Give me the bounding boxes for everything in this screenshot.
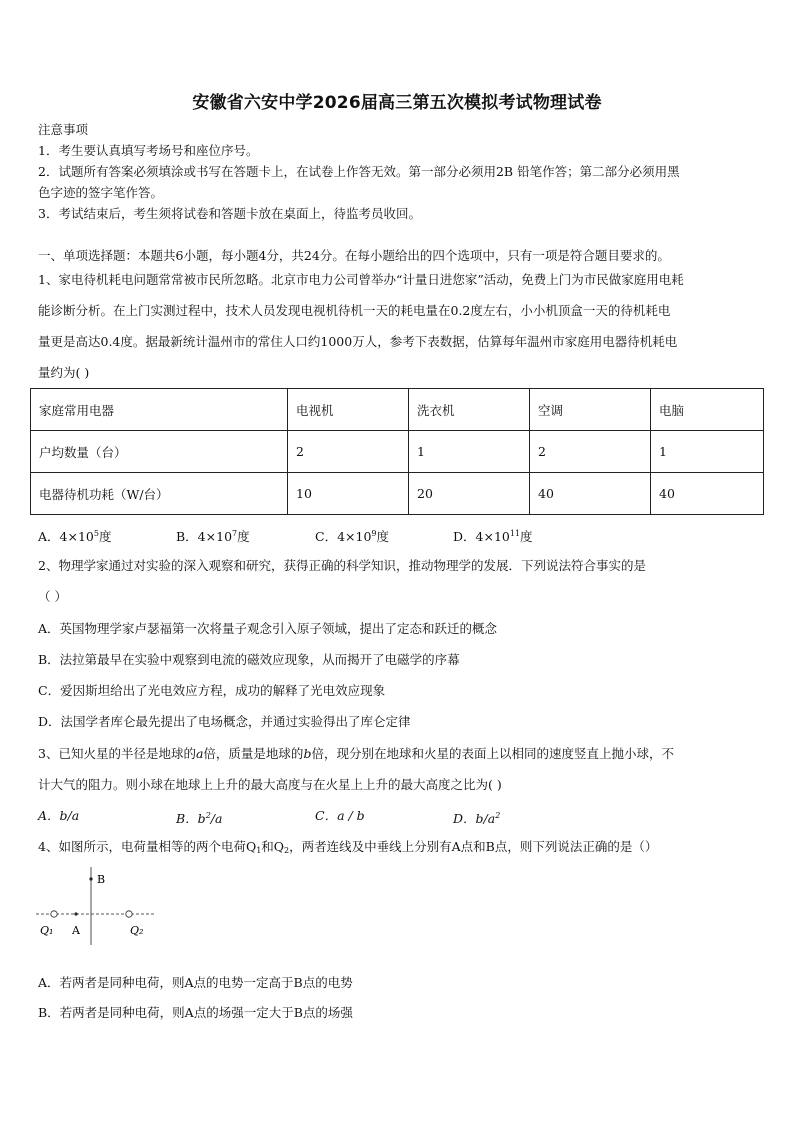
- point-a: [74, 912, 77, 915]
- q2-option-a: A．英国物理学家卢瑟福第一次将量子观念引入原子领域，提出了定态和跃迁的概念: [38, 621, 498, 636]
- q2-line-1: 2、物理学家通过对实验的深入观察和研究，获得正确的科学知识，推动物理学的发展．下列说法符合事实的是: [38, 558, 646, 573]
- label-b: B: [97, 873, 106, 886]
- appliance-table: [30, 388, 764, 515]
- table-row: [31, 473, 764, 515]
- q1-option-a: A．$4\times 10^5$度: [38, 529, 112, 544]
- q4-line-1: 4、如图所示，电荷量相等的两个电荷$Q_1$和$Q_2$，两者连线及中垂线上分别有A点和B点，则下列说法正确的是（）: [38, 839, 658, 855]
- table-cell: 1: [651, 431, 764, 473]
- q2-line-2: （ ）: [38, 589, 67, 604]
- notes-item-1: 1．考生要认真填写考场号和座位序号。: [38, 143, 259, 158]
- q3-line-2: 计大气的阻力。则小球在地球上上升的最大高度与在火星上上升的最大高度之比为( ): [38, 777, 502, 792]
- q4-option-a: A．若两者是同种电荷，则A点的电势一定高于B点的电势: [38, 975, 353, 990]
- table-cell: 户均数量（台）: [31, 431, 288, 473]
- table-header-cell: 家庭常用电器: [31, 389, 288, 431]
- q3-option-c: C．a / b: [315, 808, 365, 823]
- table-cell: 1: [409, 431, 530, 473]
- section-heading: 一、单项选择题：本题共6小题，每小题4分，共24分。在每小题给出的四个选项中，只有一项是符合题目要求的。: [38, 248, 670, 263]
- q3-option-a: A．b/a: [38, 808, 80, 823]
- q4-option-b: B．若两者是同种电荷，则A点的场强一定大于B点的场强: [38, 1005, 353, 1020]
- q1-line-4: 量约为( ): [38, 365, 90, 380]
- table-header-row: [31, 389, 764, 431]
- q3-option-d: D．$b/a^2$: [453, 811, 501, 826]
- table-header-cell: 电脑: [651, 389, 764, 431]
- q1-line-1: 1、家电待机耗电问题常常被市民所忽略。北京市电力公司曾举办“计量日进您家”活动，免费上门为市民做家庭用电耗: [38, 272, 684, 287]
- table-cell: 2: [288, 431, 409, 473]
- q1-line-3: 量更是高达0.4度。据最新统计温州市的常住人口约1000万人，参考下表数据，估算每年温州市家庭用电器待机耗电: [38, 334, 678, 349]
- q1-line-2: 能诊断分析。在上门实测过程中，技术人员发现电视机待机一天的耗电量在0.2度左右，小小机顶盒一天的待机耗电: [38, 303, 671, 318]
- exam-title: 安徽省六安中学2026届高三第五次模拟考试物理试卷: [192, 93, 602, 113]
- table-cell: 40: [530, 473, 651, 515]
- table-header-cell: 空调: [530, 389, 651, 431]
- q2-option-d: D．法国学者库仑最先提出了电场概念，并通过实验得出了库仑定律: [38, 714, 411, 729]
- label-a: A: [72, 924, 80, 937]
- table-cell: 2: [530, 431, 651, 473]
- table-cell: 10: [288, 473, 409, 515]
- notes-item-2: 2．试题所有答案必须填涂或书写在答题卡上，在试卷上作答无效。第一部分必须用2B 铅笔作答；第二部分必须用黑: [38, 164, 680, 179]
- table-cell: 电器待机功耗（W/台）: [31, 473, 288, 515]
- q2-option-b: B．法拉第最早在实验中观察到电流的磁效应现象，从而揭开了电磁学的序幕: [38, 652, 460, 667]
- q1-option-c: C．$4\times 10^9$度: [315, 529, 390, 544]
- notes-item-3: 3．考试结束后，考生须将试卷和答题卡放在桌面上，待监考员收回。: [38, 206, 421, 221]
- charge-q2: [126, 911, 132, 917]
- q3-line-1: 3、已知火星的半径是地球的a倍，质量是地球的b倍，现分别在地球和火星的表面上以相同的速度竖直上抛小球，不: [38, 746, 674, 761]
- table-row: [31, 431, 764, 473]
- table-cell: 40: [651, 473, 764, 515]
- charge-q1: [51, 911, 57, 917]
- notes-heading: 注意事项: [38, 122, 89, 137]
- q1-option-b: B．$4\times 10^7$度: [176, 529, 250, 544]
- charges-figure: [30, 865, 170, 945]
- label-q1: Q₁: [40, 924, 54, 937]
- table-cell: 20: [409, 473, 530, 515]
- var-b: b: [303, 746, 312, 761]
- notes-item-2-cont: 色字迹的签字笔作答。: [38, 185, 164, 200]
- point-b: [89, 877, 92, 880]
- q3-option-b: B．$b^2/a$: [176, 811, 223, 826]
- table-header-cell: 电视机: [288, 389, 409, 431]
- var-a: a: [195, 746, 204, 761]
- q1-option-d: D．$4\times 10^{11}$度: [453, 529, 533, 544]
- table-header-cell: 洗衣机: [409, 389, 530, 431]
- label-q2: Q₂: [130, 924, 144, 937]
- q2-option-c: C．爱因斯坦给出了光电效应方程，成功的解释了光电效应现象: [38, 683, 386, 698]
